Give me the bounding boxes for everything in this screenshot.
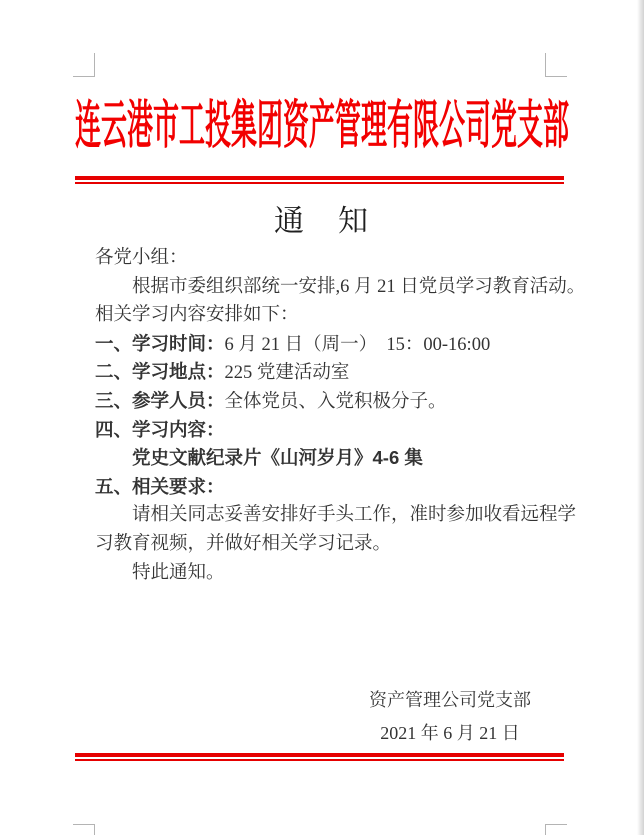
footer-rule-thin	[75, 759, 564, 761]
page-edge-shadow	[637, 0, 644, 835]
list-item-attendees	[95, 387, 573, 416]
list-item-requirements	[95, 473, 573, 502]
salutation: 各党小组：	[95, 248, 188, 268]
crop-mark-top-right	[545, 53, 567, 77]
closing-line: 特此通知。	[132, 562, 225, 583]
header-rule-thin	[75, 182, 564, 184]
requirement-line: 请相关同志妥善安排好手头工作，准时参加收看远程学	[132, 505, 577, 526]
intro-line: 相关学习内容安排如下：	[95, 305, 299, 326]
item-label: 二、学习地点：	[95, 361, 225, 383]
notice-title: 通 知	[274, 205, 370, 238]
item-label: 四、学习内容：	[95, 418, 225, 440]
requirement-line: 习教育视频，并做好相关学习记录。	[95, 533, 392, 554]
item-value: 6 月 21 日（周一） 15：00-16:00	[224, 334, 491, 355]
crop-mark-top-left	[73, 53, 95, 77]
crop-mark-bottom-right	[545, 824, 567, 835]
notice-body	[95, 244, 586, 587]
item-value: 225 党建活动室	[224, 363, 350, 384]
item-label: 五、相关要求：	[95, 475, 225, 497]
letterhead	[0, 88, 644, 155]
signature-block	[330, 684, 570, 750]
signature-org: 资产管理公司党支部	[369, 690, 531, 710]
letterhead-title: 连云港市工投集团资产管理有限公司党支部	[75, 97, 570, 155]
list-item-time	[95, 330, 573, 359]
list-item-content	[95, 416, 573, 445]
item-value: 全体党员、入党积极分子。	[224, 391, 447, 412]
intro-line: 根据市委组织部统一安排,6 月 21 日党员学习教育活动。	[132, 276, 586, 297]
list-item-place	[95, 358, 573, 387]
study-content: 党史文献纪录片《山河岁月》4-6 集	[132, 447, 423, 469]
footer-rule-thick	[75, 753, 564, 757]
header-rule-thick	[75, 176, 564, 180]
signature-date: 2021 年 6 月 21 日	[380, 723, 520, 743]
crop-mark-bottom-left	[73, 824, 95, 835]
item-label: 三、参学人员：	[95, 389, 225, 411]
item-label: 一、学习时间：	[95, 332, 225, 354]
